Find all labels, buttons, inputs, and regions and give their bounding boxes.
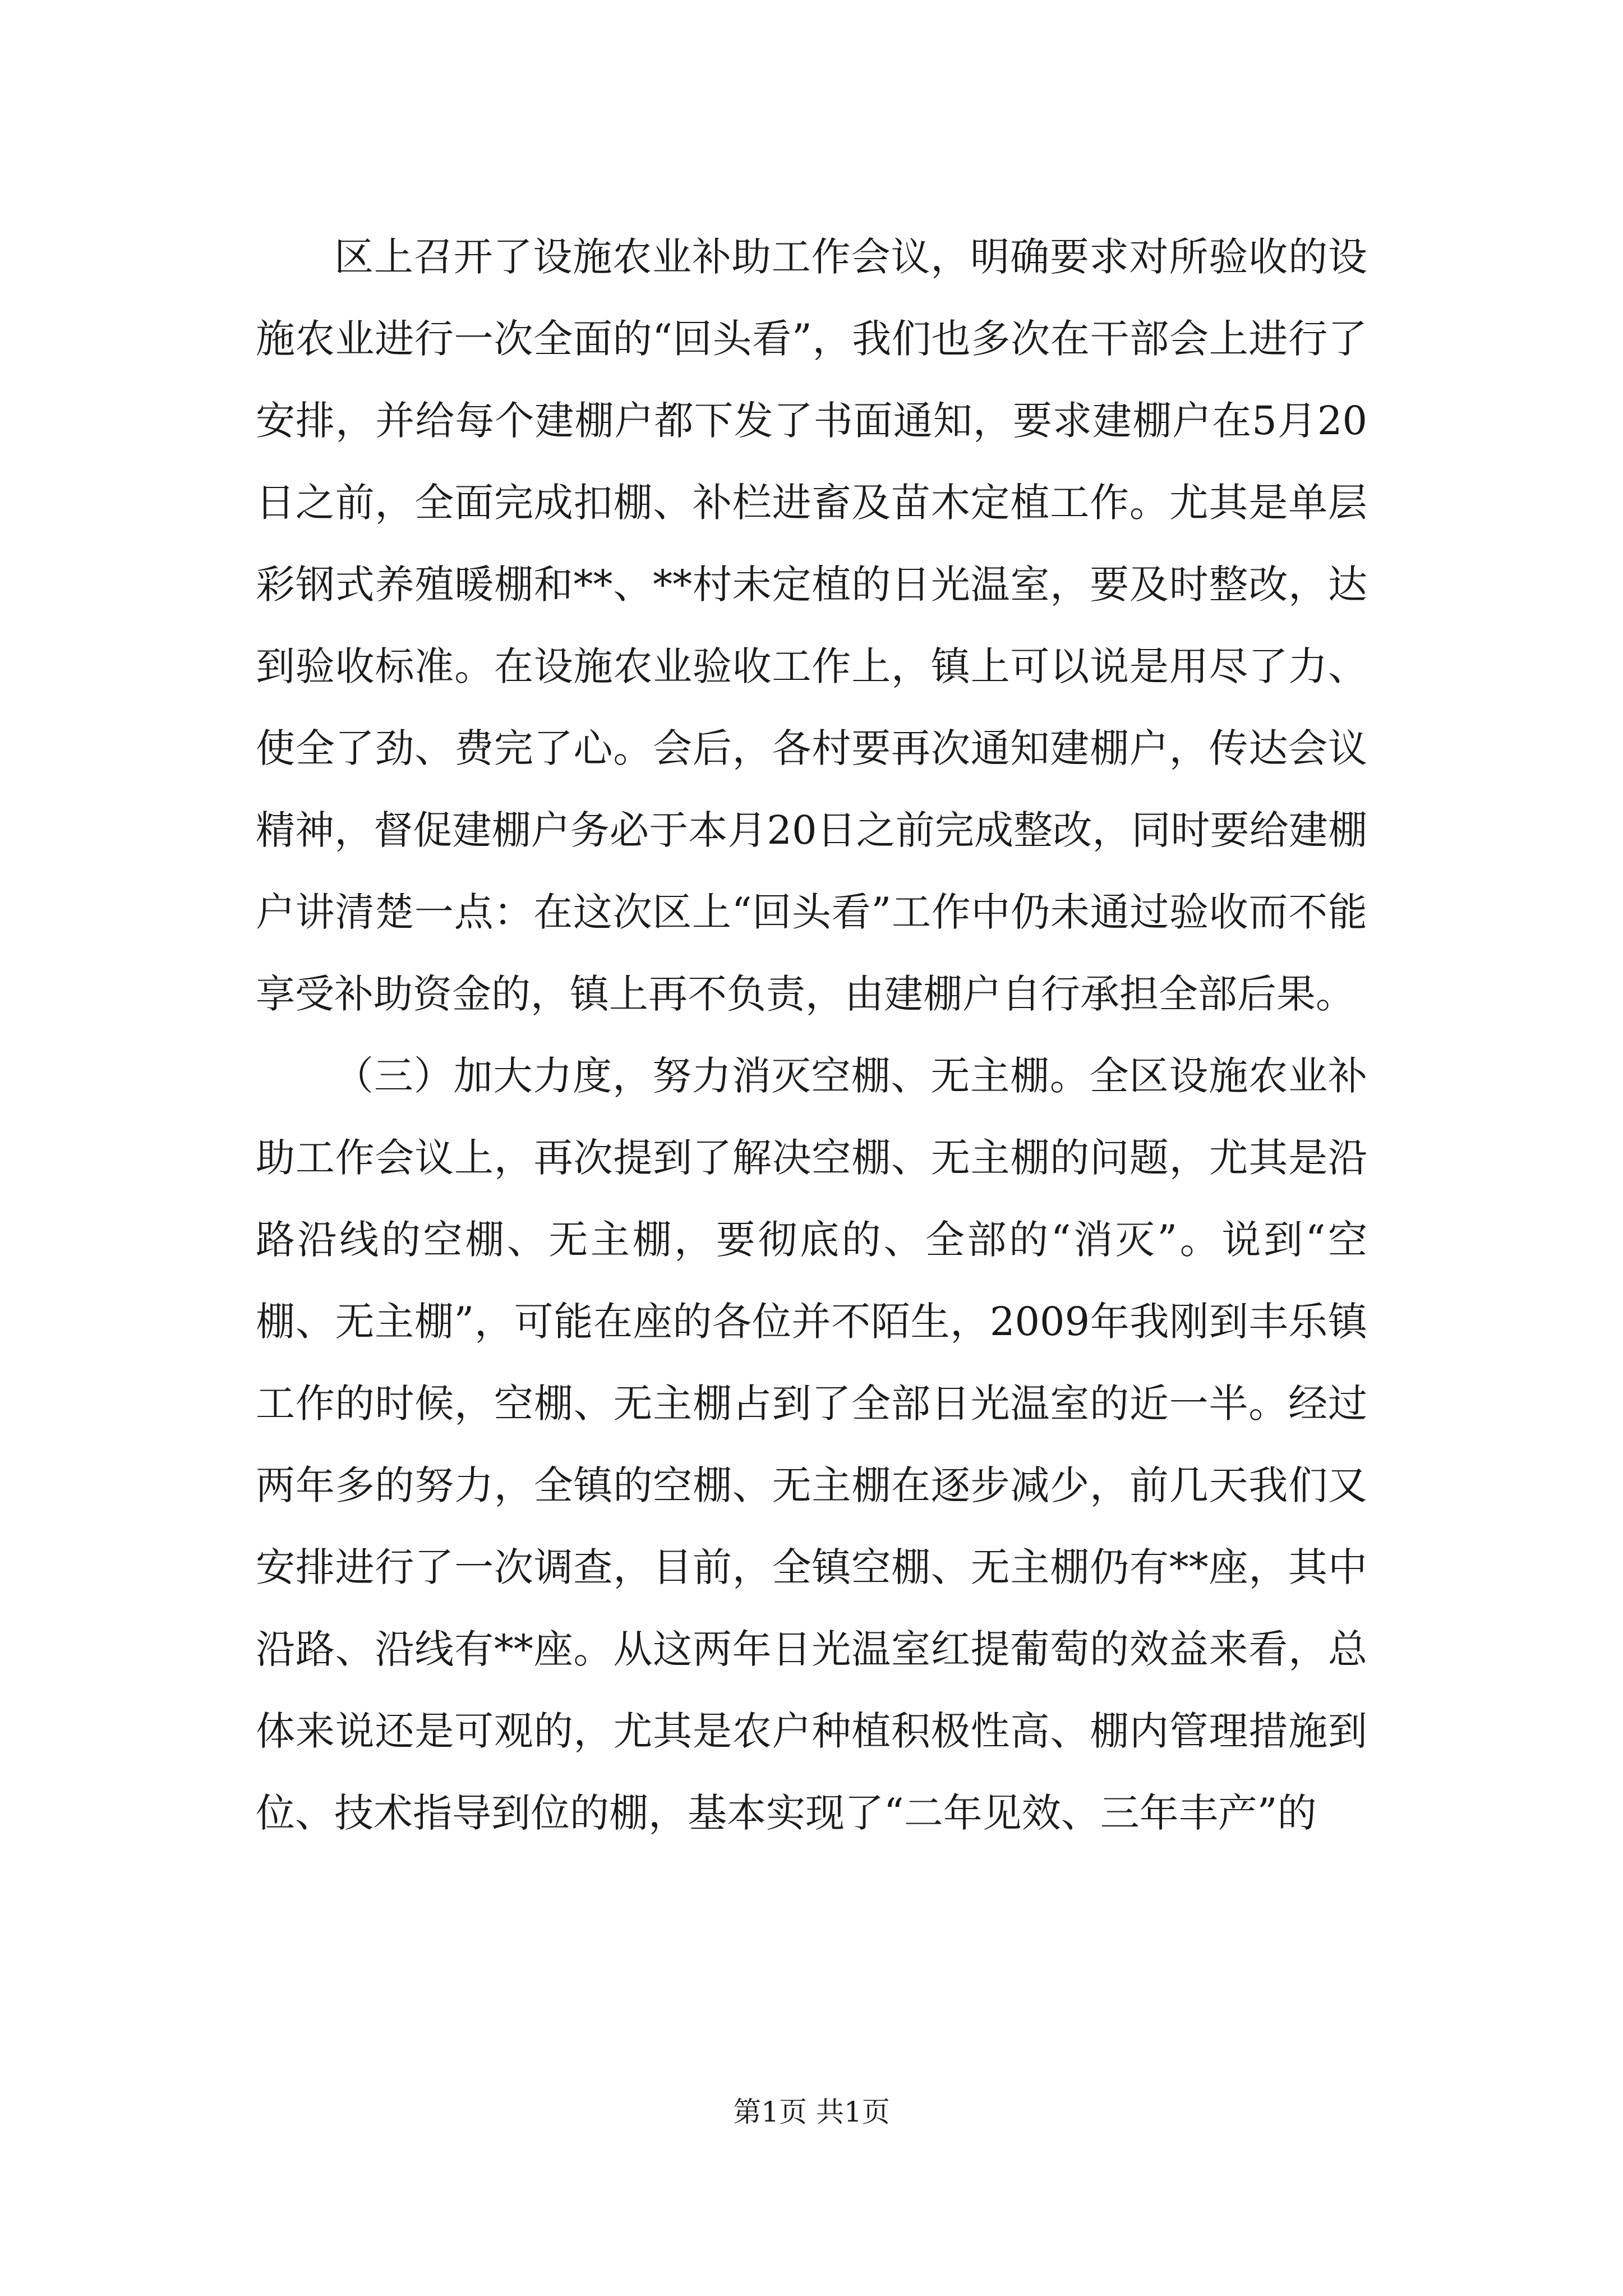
paragraph: （三）加大力度，努力消灭空棚、无主棚。全区设施农业补助工作会议上，再次提到了解决空棚、无主棚的问题，尤其是沿路沿线的空棚、无主棚，要彻底的、全部的“消灭”。说到“空棚、无主棚”，可能在座的各位并不陌生，2009年我刚到丰乐镇工作的时候，空棚、无主棚占到了全部日光温室的近一半。经过两年多的努力，全镇的空棚、无主棚在逐步减少，前几天我们又安排进行了一次调查，目前，全镇空棚、无主棚仍有**座，其中沿路、沿线有**座。从这两年日光温室红提葡萄的效益来看，总体来说还是可观的，尤其是农户种植积极性高、棚内管理措施到位、技术指导到位的棚，基本实现了“二年见效、三年丰产”的 [256,1053,1367,1836]
paragraph: 区上召开了设施农业补助工作会议，明确要求对所验收的设施农业进行一次全面的“回头看”，我们也多次在干部会上进行了安排，并给每个建棚户都下发了书面通知，要求建棚户在5月20日之前，全面完成扣棚、补栏进畜及苗木定植工作。尤其是单层彩钢式养殖暖棚和**、**村未定植的日光温室，要及时整改，达到验收标准。在设施农业验收工作上，镇上可以说是用尽了力、使全了劲、费完了心。会后，各村要再次通知建棚户，传达会议精神，督促建棚户务必于本月20日之前完成整改，同时要给建棚户讲清楚一点：在这次区上“回头看”工作中仍未通过验收而不能享受补助资金的，镇上再不负责，由建棚户自行承担全部后果。 [256,234,1367,1017]
document-body [256,216,1367,1854]
page-footer: 第1页 共1页 [733,2096,890,2128]
